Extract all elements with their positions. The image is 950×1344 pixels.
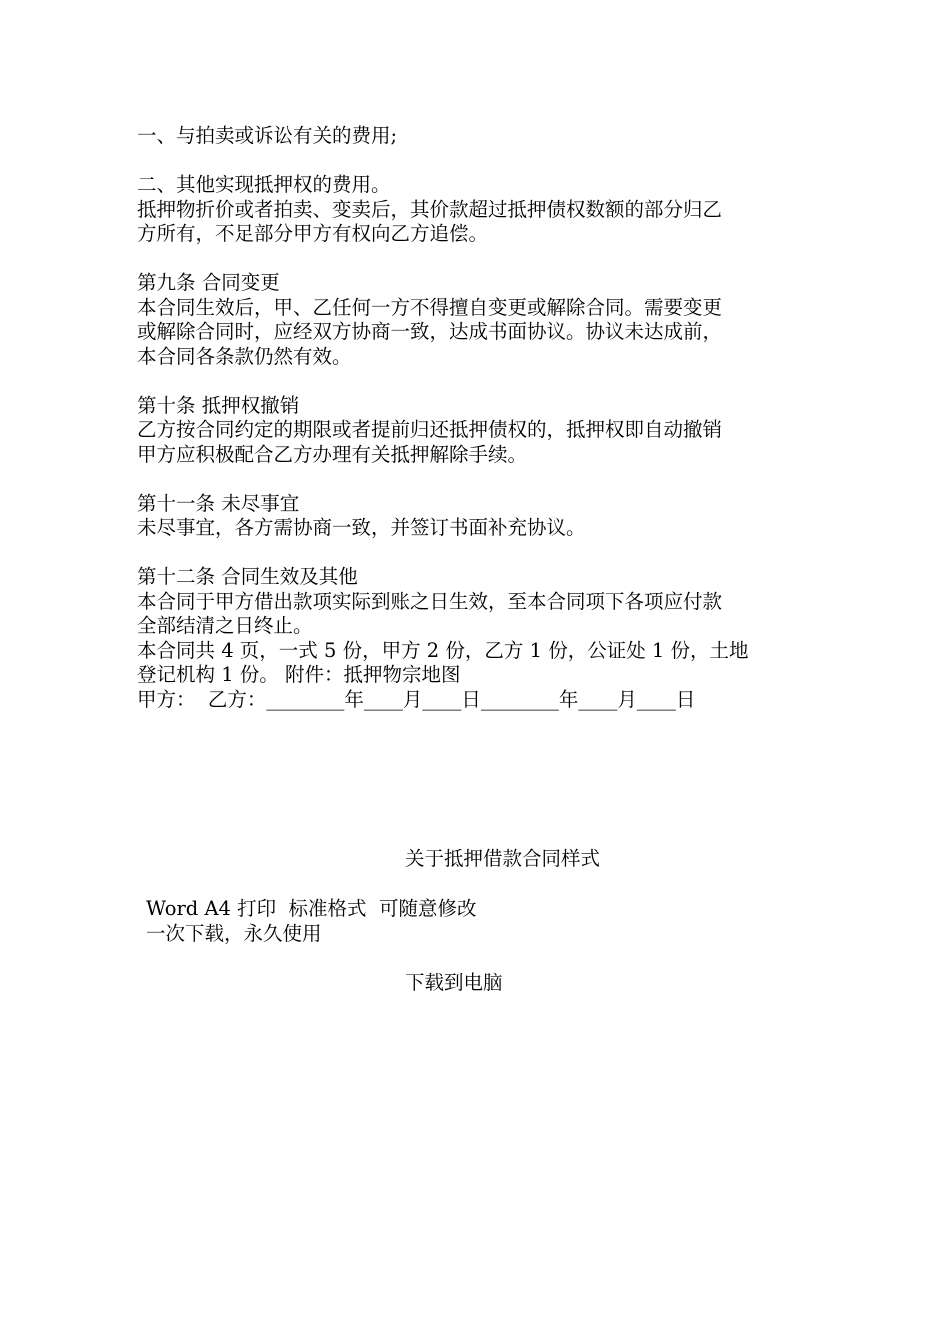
text-line: 登记机构 1 份。 附件：抵押物宗地图: [137, 663, 461, 686]
signature-line: 甲方： 乙方：________年____月____日________年____月____日: [137, 687, 696, 711]
footer-title: 关于抵押借款合同样式: [405, 847, 601, 870]
footer-info: [146, 897, 476, 946]
text-line: 本合同各条款仍然有效。: [137, 344, 352, 368]
download-link[interactable]: 下载到电脑: [405, 971, 503, 994]
text-line: 甲方应积极配合乙方办理有关抵押解除手续。: [137, 442, 528, 466]
blank-line: [137, 541, 817, 566]
footer-info-line: 一次下载，永久使用: [146, 921, 322, 945]
footer-info-line: Word A4 打印 标准格式 可随意修改: [146, 897, 477, 920]
blank-line: [137, 149, 817, 174]
blank-line: [137, 247, 817, 272]
contract-body: [137, 124, 817, 712]
text-line: 抵押物折价或者拍卖、变卖后，其价款超过抵押债权数额的部分归乙: [137, 197, 723, 221]
article-heading: 第十二条 合同生效及其他: [137, 565, 358, 588]
text-line: 二、其他实现抵押权的费用。: [137, 173, 391, 196]
text-line: 未尽事宜，各方需协商一致，并签订书面补充协议。: [137, 516, 586, 539]
text-line: 方所有，不足部分甲方有权向乙方追偿。: [137, 222, 489, 245]
text-line: 本合同于甲方借出款项实际到账之日生效，至本合同项下各项应付款: [137, 589, 723, 613]
text-line: 本合同共 4 页，一式 5 份，甲方 2 份，乙方 1 份，公证处 1 份，土地: [137, 638, 749, 662]
article-heading: 第十条 抵押权撤销: [137, 393, 300, 417]
text-line: 本合同生效后，甲、乙任何一方不得擅自变更或解除合同。需要变更: [137, 295, 723, 319]
blank-line: [137, 369, 817, 394]
text-line: 或解除合同时，应经双方协商一致，达成书面协议。协议未达成前，: [137, 320, 723, 343]
article-heading: 第九条 合同变更: [137, 271, 280, 294]
text-line: 一、与拍卖或诉讼有关的费用;: [137, 124, 398, 147]
blank-line: [137, 467, 817, 492]
text-line: 全部结清之日终止。: [137, 614, 313, 637]
article-heading: 第十一条 未尽事宜: [137, 491, 300, 515]
text-line: 乙方按合同约定的期限或者提前归还抵押债权的，抵押权即自动撤销: [137, 418, 723, 441]
